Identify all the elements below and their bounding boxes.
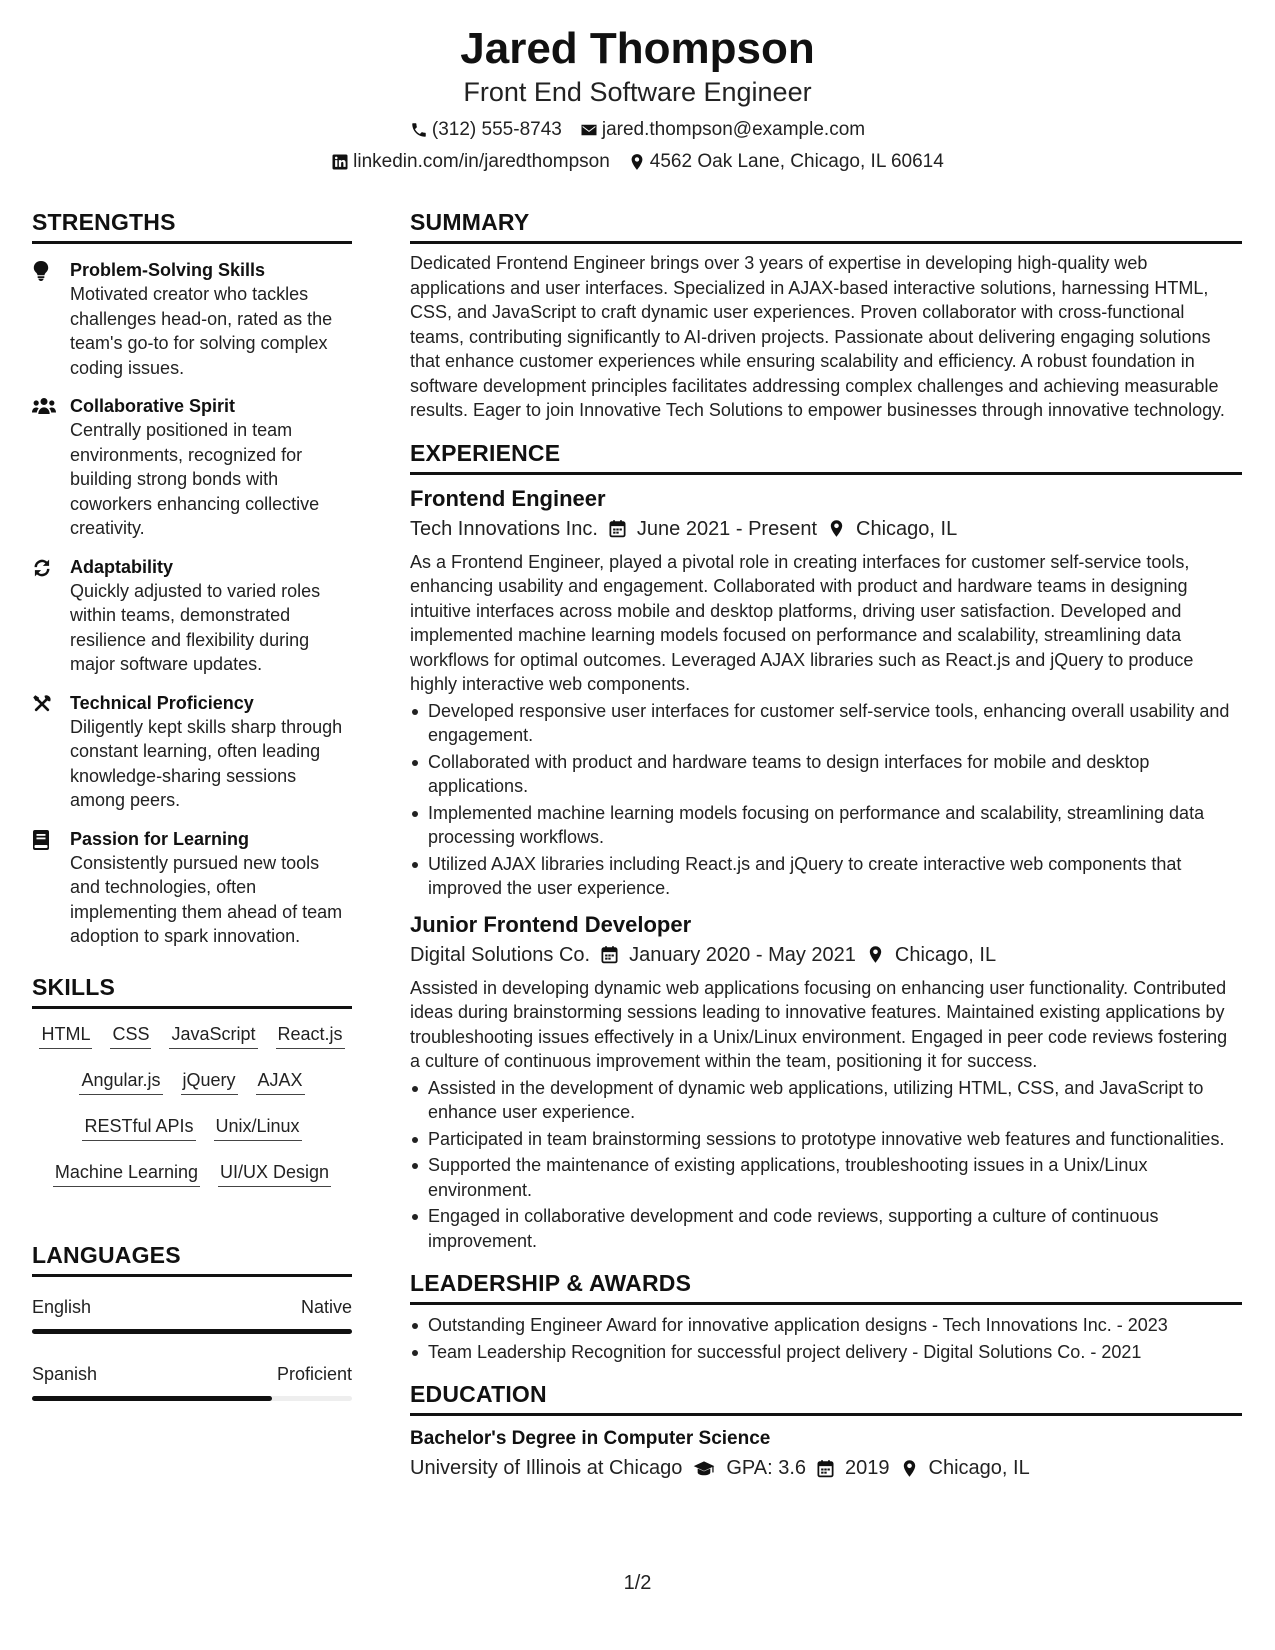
linkedin-contact[interactable] [331,150,610,174]
job-meta [410,941,1242,969]
skill-tag: Unix/Linux [214,1115,302,1141]
skill-tag: CSS [110,1023,151,1049]
contact-row-1 [0,118,1275,142]
experience-heading: EXPERIENCE [410,439,1242,475]
calendar-icon [816,1459,835,1478]
address-text: 4562 Oak Lane, Chicago, IL 60614 [649,151,944,172]
skill-tag: React.js [276,1023,345,1049]
school-name: University of Illinois at Chicago [410,1457,683,1479]
summary-heading: SUMMARY [410,208,1242,244]
linkedin-text[interactable]: linkedin.com/in/jaredthompson [353,151,610,172]
list-item: Supported the maintenance of existing applications, troubleshooting issues in a Unix/Linux environment. [410,1153,1242,1202]
linkedin-icon [331,153,349,171]
degree-title: Bachelor's Degree in Computer Science [410,1428,771,1449]
job-entry [410,485,1242,901]
graduation-cap-icon [692,1459,716,1478]
job-meta [410,515,1242,543]
strength-name: Problem-Solving Skills [70,260,266,280]
skill-tag: HTML [39,1023,92,1049]
job-location: Chicago, IL [894,943,997,966]
language-level: Native [300,1296,352,1317]
gpa-text: GPA: 3.6 [726,1457,807,1479]
strength-item [32,555,352,677]
language-level: Proficient [276,1363,352,1384]
language-proficiency-bar [32,1329,352,1334]
list-item: Utilized AJAX libraries including React.js and jQuery to create interactive web components that improved the user experience. [410,852,1242,901]
job-title: Junior Frontend Developer [410,911,692,937]
graduation-year: 2019 [845,1457,890,1479]
strengths-heading: STRENGTHS [32,208,352,244]
strength-item [32,827,352,949]
strength-item [32,691,352,813]
right-column [410,208,1242,1482]
list-item: Developed responsive user interfaces for customer self-service tools, enhancing overall usability and engagement. [410,699,1242,748]
strength-name: Technical Proficiency [70,692,254,713]
job-bullets [410,1076,1242,1254]
list-item: Assisted in the development of dynamic web applications, utilizing HTML, CSS, and JavaScript to enhance user experience. [410,1076,1242,1125]
job-entry [410,911,1242,1254]
company-name: Tech Innovations Inc. [410,517,598,540]
language-proficiency-fill [32,1329,352,1334]
list-item: Team Leadership Recognition for successful project delivery - Digital Solutions Co. - 2021 [410,1340,1242,1365]
tools-icon [32,694,52,714]
strength-desc: Motivated creator who tackles challenges head-on, rated as the team's go-to for solving complex coding issues. [70,284,333,378]
resume-header [0,22,1275,174]
list-item: Engaged in collaborative development and code reviews, supporting a culture of continuous improvement. [410,1204,1242,1253]
list-item: Outstanding Engineer Award for innovative application designs - Tech Innovations Inc. - 2023 [410,1313,1242,1338]
awards-heading: LEADERSHIP & AWARDS [410,1269,1242,1305]
strength-item [32,394,352,541]
map-marker-icon [900,1459,919,1478]
skill-tag: jQuery [181,1069,238,1095]
job-bullets [410,699,1242,901]
strength-desc: Consistently pursued new tools and technologies, often implementing them ahead of team adoption to spark innovation. [70,852,343,946]
list-item: Implemented machine learning models focusing on performance and scalability, streamlining data processing workflows. [410,801,1242,850]
map-marker-icon [827,519,846,538]
languages-heading: LANGUAGES [32,1241,352,1277]
calendar-icon [608,519,627,538]
email-contact[interactable] [580,118,865,142]
calendar-icon [600,945,619,964]
phone-text: (312) 555-8743 [431,119,562,140]
skill-tag: AJAX [256,1069,305,1095]
language-proficiency-fill [32,1396,272,1401]
strength-desc: Quickly adjusted to varied roles within teams, demonstrated resilience and flexibility during major software updates. [70,580,321,674]
job-description: Assisted in developing dynamic web applications focusing on enhancing user functionality. Contributed ideas during brainstorming sessions leading to innovative features. Maintained existing applications by troubleshooting issues effectively in a Unix/Linux environment. Engaged in peer code reviews fostering a culture of continuous improvement within the team, positioning it for success. [410,977,1228,1071]
education-meta [410,1454,1242,1482]
candidate-name: Jared Thompson [460,24,815,73]
skill-tag: UI/UX Design [218,1161,331,1187]
strength-name: Passion for Learning [70,828,250,849]
book-icon [32,830,50,850]
strength-name: Collaborative Spirit [70,396,236,416]
summary-text: Dedicated Frontend Engineer brings over 3 years of expertise in developing high-quality web applications and user interfaces. Specialized in AJAX-based interactive solutions, harnessing HTML, CSS, and JavaScript to craft dynamic user experiences. Proven collaborator with cross-functional teams, contributing significantly to AI-driven projects. Passionate about delivering engaging solutions that enhance customer experiences while ensuring scalability and efficiency. A robust foundation in software development principles facilitates addressing complex challenges and achieving measurable results. Eager to join Innovative Tech Solutions to empower businesses through innovative technology. [410,253,1225,420]
job-dates: January 2020 - May 2021 [629,943,856,966]
left-column [32,208,352,1401]
strength-item [32,258,352,380]
strength-desc: Diligently kept skills sharp through constant learning, often leading knowledge-sharing sessions among peers. [70,716,343,810]
contact-row-2 [0,150,1275,174]
phone-icon [410,121,428,139]
address-contact [628,150,944,174]
job-title: Frontend Engineer [410,485,606,511]
education-location: Chicago, IL [928,1457,1030,1479]
language-proficiency-bar [32,1396,352,1401]
company-name: Digital Solutions Co. [410,943,591,966]
strength-desc: Centrally positioned in team environments, recognized for building strong bonds with coworkers enhancing collective creativity. [70,420,320,538]
skills-list [32,1023,352,1207]
map-marker-icon [866,945,885,964]
skills-heading: SKILLS [32,973,352,1009]
job-location: Chicago, IL [856,517,958,540]
language-item [32,1295,352,1334]
list-item: Collaborated with product and hardware teams to design interfaces for mobile and desktop applications. [410,750,1242,799]
email-text[interactable]: jared.thompson@example.com [601,119,866,140]
language-name: Spanish [32,1363,98,1384]
phone-contact [410,118,562,142]
skill-tag: JavaScript [169,1023,257,1049]
sync-icon [32,558,52,578]
strength-name: Adaptability [70,556,174,577]
language-item [32,1362,352,1401]
education-heading: EDUCATION [410,1380,1242,1416]
envelope-icon [580,121,598,139]
language-name: English [32,1296,92,1317]
skill-tag: RESTful APIs [82,1115,195,1141]
users-icon [32,397,56,415]
awards-list [410,1313,1242,1364]
lightbulb-icon [32,261,50,281]
skill-tag: Machine Learning [53,1161,200,1187]
job-description: As a Frontend Engineer, played a pivotal role in creating interfaces for customer self-service tools, enhancing usability and engagement. Collaborated with product and hardware teams in designing intuitive interfaces across mobile and desktop platforms, driving user satisfaction. Developed and implemented machine learning models focused on performance and scalability, streamlining data workflows for optimal outcomes. Leveraged AJAX libraries such as React.js and jQuery to produce highly interactive web components. [410,551,1194,694]
list-item: Participated in team brainstorming sessions to prototype innovative web features and functionalities. [410,1127,1242,1152]
map-marker-icon [628,153,646,171]
job-dates: June 2021 - Present [636,517,818,540]
skill-tag: Angular.js [79,1069,162,1095]
page-number: 1/2 [623,1572,652,1594]
candidate-title: Front End Software Engineer [463,77,812,107]
